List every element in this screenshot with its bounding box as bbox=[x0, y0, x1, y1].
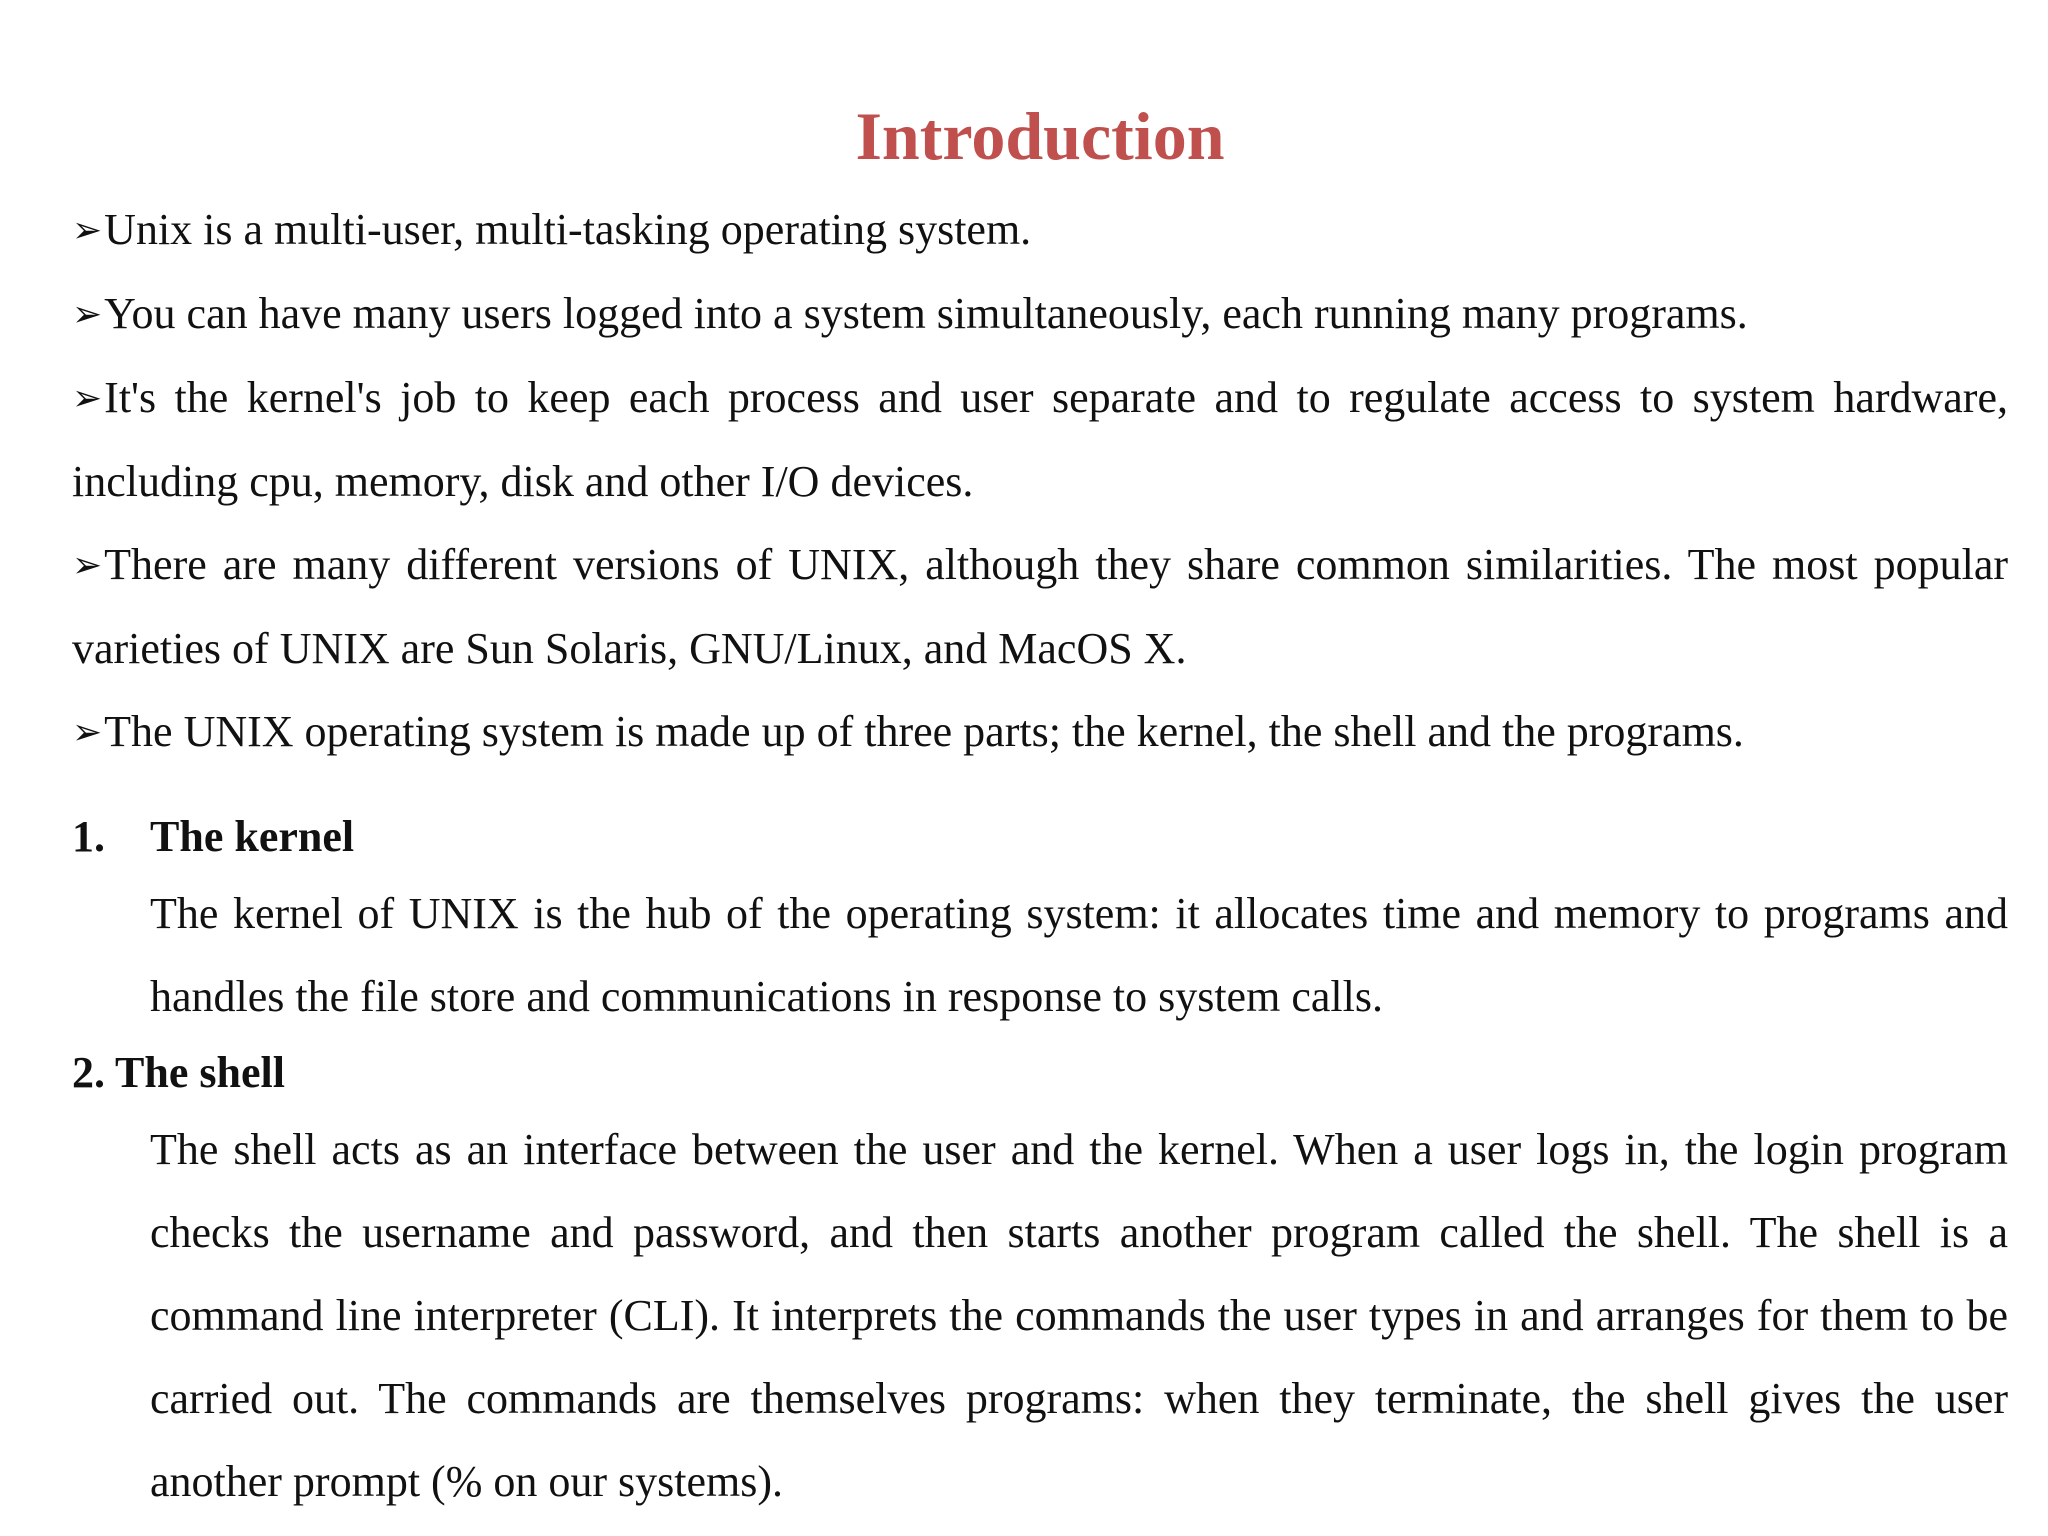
section-heading-text: The kernel bbox=[150, 812, 355, 861]
slide-body bbox=[72, 188, 2008, 1523]
arrow-bullet-icon: ➢ bbox=[72, 712, 103, 753]
arrow-bullet-icon: ➢ bbox=[72, 378, 103, 419]
bullet-item bbox=[72, 523, 2008, 690]
bullet-item bbox=[72, 272, 2008, 356]
bullet-text: The UNIX operating system is made up of three parts; the kernel, the shell and the programs. bbox=[104, 707, 1744, 756]
bullet-text: You can have many users logged into a system simultaneously, each running many programs. bbox=[104, 289, 1748, 338]
section-heading-shell bbox=[72, 1038, 2008, 1108]
section-paragraph-kernel: The kernel of UNIX is the hub of the operating system: it allocates time and memory to programs and handles the file store and communications in response to system calls. bbox=[150, 889, 2008, 1021]
section-paragraph-shell: The shell acts as an interface between the user and the kernel. When a user logs in, the login program checks the username and password, and then starts another program called the shell. The shell is a command line interpreter (CLI). It interprets the commands the user types in and arranges for them to be carried out. The commands are themselves programs: when they terminate, the shell gives the user another prompt (% on our systems). bbox=[150, 1125, 2008, 1506]
slide-title: Introduction bbox=[855, 98, 1225, 174]
arrow-bullet-icon: ➢ bbox=[72, 545, 103, 586]
bullet-text: Unix is a multi-user, multi-tasking operating system. bbox=[104, 205, 1032, 254]
bullet-item bbox=[72, 356, 2008, 523]
arrow-bullet-icon: ➢ bbox=[72, 210, 103, 251]
bullet-item bbox=[72, 188, 2008, 272]
section-heading-text: The shell bbox=[115, 1048, 285, 1097]
section-number: 1. bbox=[72, 812, 105, 861]
section-spacer bbox=[72, 774, 2008, 802]
bullet-text: There are many different versions of UNIX, although they share common similarities. The most popular varieties of UNIX are Sun Solaris, GNU/Linux, and MacOS X. bbox=[72, 540, 2008, 673]
section-number: 2. bbox=[72, 1048, 105, 1097]
arrow-bullet-icon: ➢ bbox=[72, 294, 103, 335]
bullet-text: It's the kernel's job to keep each process and user separate and to regulate access to system hardware, including cpu, memory, disk and other I/O devices. bbox=[72, 373, 2008, 506]
bullet-item bbox=[72, 690, 2008, 774]
section-heading-kernel bbox=[72, 802, 2008, 872]
